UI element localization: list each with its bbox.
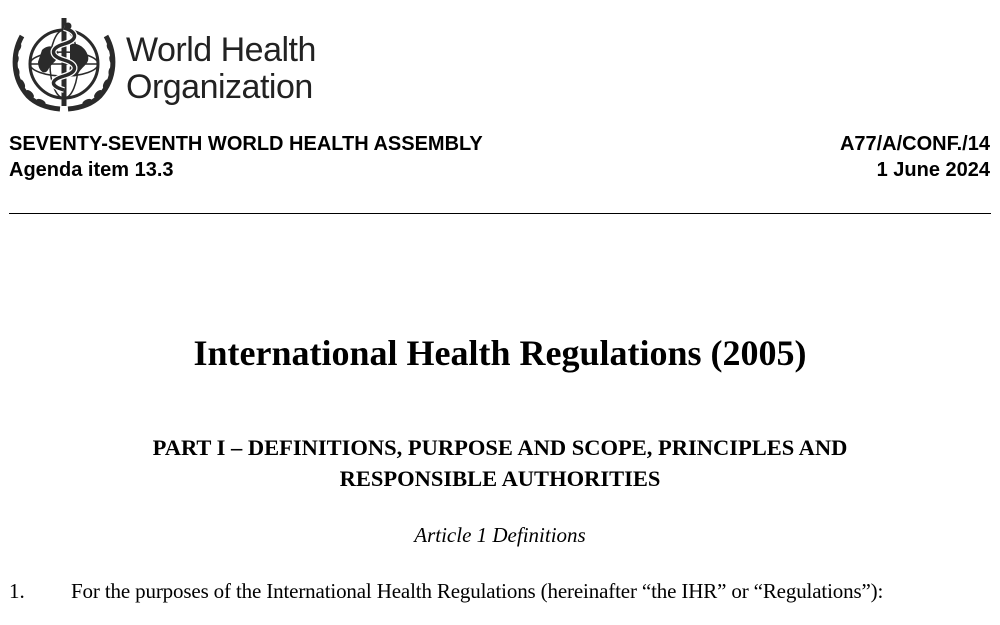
organization-name-line1: World Health <box>126 31 316 69</box>
header-divider <box>9 213 991 214</box>
who-emblem-icon <box>8 14 120 112</box>
agenda-item: Agenda item 13.3 <box>9 159 174 181</box>
organization-name-line2: Organization <box>126 68 313 106</box>
part-heading <box>0 432 1000 494</box>
part-heading-line2: RESPONSIBLE AUTHORITIES <box>339 466 661 491</box>
paragraph-number: 1. <box>9 579 25 603</box>
organization-name <box>126 32 316 106</box>
document-number: A77/A/CONF./14 <box>839 133 990 155</box>
article-heading: Article 1 Definitions <box>414 523 586 547</box>
assembly-title: SEVENTY-SEVENTH WORLD HEALTH ASSEMBLY <box>9 133 483 155</box>
paragraph-text: For the purposes of the International Health Regulations (hereinafter “the IHR” or “Regulations”): <box>71 579 884 603</box>
document-title: International Health Regulations (2005) <box>193 333 807 373</box>
who-logo <box>8 14 318 112</box>
document-header-left <box>9 131 483 183</box>
document-header-right <box>840 131 990 183</box>
document-date: 1 June 2024 <box>876 159 990 181</box>
part-heading-line1: PART I – DEFINITIONS, PURPOSE AND SCOPE, PRINCIPLES AND <box>152 435 848 460</box>
